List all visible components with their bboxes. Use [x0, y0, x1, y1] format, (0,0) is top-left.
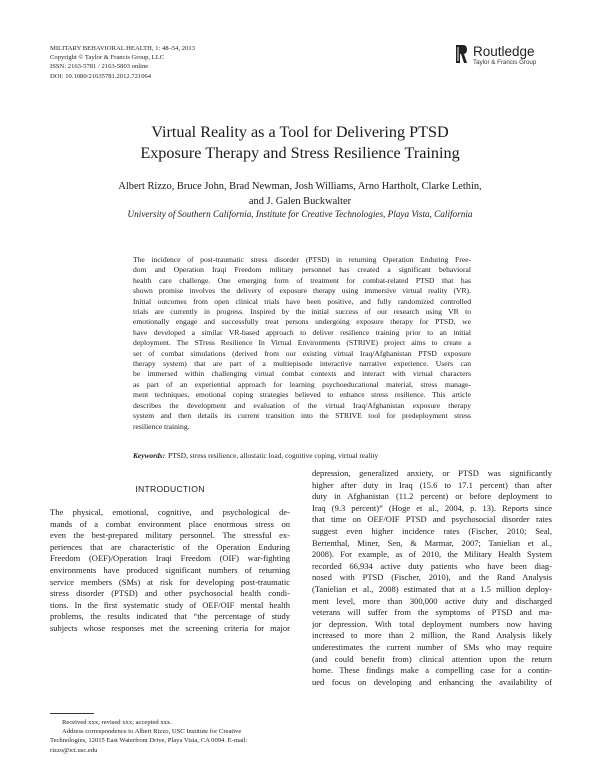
- body-line: periences that are characteristic of the Operation Enduring: [50, 541, 290, 552]
- body-line: that time on OEF/OIF PTSD and psychosocial disorder rates: [312, 514, 552, 525]
- abstract-line: have developed a similar VR-based approach to deliver resilience training prior to an initial: [133, 327, 471, 337]
- correspondence-line: Technologies, 12015 East Waterfront Drive, Playa Vista, CA 0094. E-mail:: [50, 737, 248, 745]
- body-line: mands of a combat environment place enormous stress on: [50, 518, 290, 529]
- body-line: duty in Afghanistan (11.2 percent) or before deployment to: [312, 491, 552, 502]
- body-line: even the best-prepared military personnel. The stressful ex-: [50, 530, 290, 541]
- body-line: 2008). For example, as of 2010, the Military Health System: [312, 549, 552, 560]
- abstract-line: trials are currently in progress. Inspired by the initial success of our research using VR to: [133, 307, 471, 317]
- body-line: Bertenthal, Miner, Sen, & Marmar, 2007; Tanielian et al.,: [312, 537, 552, 548]
- footnote: [50, 718, 290, 755]
- body-line: stress disorder (PTSD) and other psychosocial health condi-: [50, 588, 290, 599]
- abstract-line: health care challenge. One emerging form of treatment for combat-related PTSD that has: [133, 275, 471, 285]
- abstract-line: dom and Operation Iraqi Freedom military personnel has created a significant behavioral: [133, 265, 471, 275]
- author-list: [40, 180, 560, 209]
- body-line: ment level, more than 300,000 active duty and discharged: [312, 595, 552, 606]
- body-line: Iraq (9.3 percent)” (Hoge et al., 2004, p. 13). Reports since: [312, 502, 552, 513]
- abstract: [133, 255, 471, 432]
- issn-line: ISSN: 2163-5781 / 2163-5803 online: [50, 63, 149, 71]
- abstract-line: ment techniques, emotional coping strategies believed to enhance stress resilience. This article: [133, 390, 471, 400]
- body-line: (and could benefit from) clinical attention upon the return: [312, 653, 552, 664]
- logo-name: Routledge: [473, 44, 535, 59]
- abstract-line: be immersed within challenging virtual combat contexts and interact with virtual characters: [133, 369, 471, 379]
- logo-tagline: Taylor & Francis Group: [473, 59, 537, 66]
- abstract-line: therapy system) that are part of a multiepisode interactive narrative experience. Users can: [133, 359, 471, 369]
- abstract-line: describes the development and evaluation of the virtual Iraq/Afghanistan exposure therapy: [133, 400, 471, 410]
- journal-meta: [50, 44, 195, 81]
- right-column: [312, 468, 552, 688]
- correspondence-line: Address correspondence to Albert Rizzo, USC Institute for Creative: [62, 728, 242, 736]
- publisher-logo: [456, 45, 556, 67]
- body-line: recorded 66,934 active duty patients who have been diag-: [312, 560, 552, 571]
- body-line: problems, the results indicated that “the percentage of study: [50, 611, 290, 622]
- left-column: [50, 507, 290, 635]
- body-line: ued focus on developing and enhancing the availability of: [312, 676, 552, 687]
- abstract-line: emotionally engage and successfully treat persons undergoing exposure therapy for PTSD, we: [133, 317, 471, 327]
- received-dates: Received xxx; revised xxx; accepted xxx.: [62, 719, 172, 726]
- abstract-line: deployment. The STress Resilience In Virtual Environments (STRIVE) project aims to create a: [133, 338, 471, 348]
- abstract-line: as part of an experiential approach for learning psychoeducational material, stress manage-: [133, 379, 471, 389]
- abstract-line: system and then details its current transition into the STRIVE tool for predeployment stress: [133, 411, 471, 421]
- author-line: Albert Rizzo, Bruce John, Brad Newman, Josh Williams, Arno Hartholt, Clarke Lethin,: [118, 181, 482, 192]
- section-heading: INTRODUCTION: [135, 484, 205, 494]
- abstract-line: The incidence of post-traumatic stress disorder (PTSD) in returning Operation Enduring Free-: [133, 255, 471, 264]
- author-line: and J. Galen Buckwalter: [248, 195, 352, 207]
- title-line: Virtual Reality as a Tool for Delivering PTSD: [151, 123, 449, 141]
- body-line: tions. In the first systematic study of OEF/OIF mental health: [50, 599, 290, 610]
- copyright-line: Copyright © Taylor & Francis Group, LLC: [50, 54, 165, 62]
- abstract-line: shown promise involves the delivery of exposure therapy using immersive virtual reality (VR).: [133, 286, 471, 296]
- keywords: [133, 451, 471, 460]
- abstract-line: Initial outcomes from open clinical trials have been positive, and fully randomized controlled: [133, 296, 471, 306]
- body-line: depression, generalized anxiety, or PTSD was significantly: [312, 468, 552, 478]
- abstract-line: set of combat simulations (derived from our existing virtual Iraq/Afghanistan PTSD exposure: [133, 348, 471, 358]
- body-line: suggest even higher incidence rates (Fischer, 2010; Seal,: [312, 525, 552, 536]
- body-line: veterans will suffer from the symptoms of PTSD and ma-: [312, 607, 552, 618]
- body-line: higher after duty in Iraq (15.6 to 17.1 percent) than after: [312, 479, 552, 490]
- footnote-rule: [50, 713, 94, 714]
- title-line: Exposure Therapy and Stress Resilience Training: [140, 144, 460, 162]
- body-line: underestimates the current number of SMs who may require: [312, 641, 552, 652]
- body-line: (Tanielian et al., 2008) estimated that at a 1.5 million deploy-: [312, 583, 552, 594]
- body-line: The physical, emotional, cognitive, and psychological de-: [50, 507, 290, 517]
- body-line: jor depression. With total deployment numbers now having: [312, 618, 552, 629]
- abstract-line: resilience training.: [133, 421, 190, 431]
- affiliation: University of Southern California, Institute for Creative Technologies, Playa Vista, California: [127, 209, 473, 219]
- body-line: increased to more than 2 million, the Rand Analysis likely: [312, 630, 552, 641]
- body-line: home. These findings make a compelling case for a contin-: [312, 665, 552, 676]
- body-line: Freedom (OEF)/Operation Iraqi Freedom (OIF) war-fighting: [50, 553, 290, 564]
- journal-citation: MILITARY BEHAVIORAL HEALTH, 1: 48–54, 2013: [50, 45, 195, 52]
- keywords-text: PTSD, stress resilience, allostatic load, cognitive coping, virtual reality: [168, 451, 379, 460]
- article-title: [40, 122, 560, 164]
- body-line: service members (SMs) at risk for developing post-traumatic: [50, 576, 290, 587]
- body-line: subjects whose responses met the screening criteria for major: [50, 622, 290, 633]
- routledge-mark-icon: [456, 45, 467, 63]
- keywords-label: Keywords:: [133, 451, 166, 460]
- doi-line: DOI: 10.1080/21635781.2012.721064: [50, 72, 152, 80]
- correspondence-email: rizzo@ict.usc.edu: [50, 746, 98, 754]
- body-line: environments have produced significant numbers of returning: [50, 564, 290, 575]
- body-line: nosed with PTSD (Fischer, 2010), and the Rand Analysis: [312, 572, 552, 583]
